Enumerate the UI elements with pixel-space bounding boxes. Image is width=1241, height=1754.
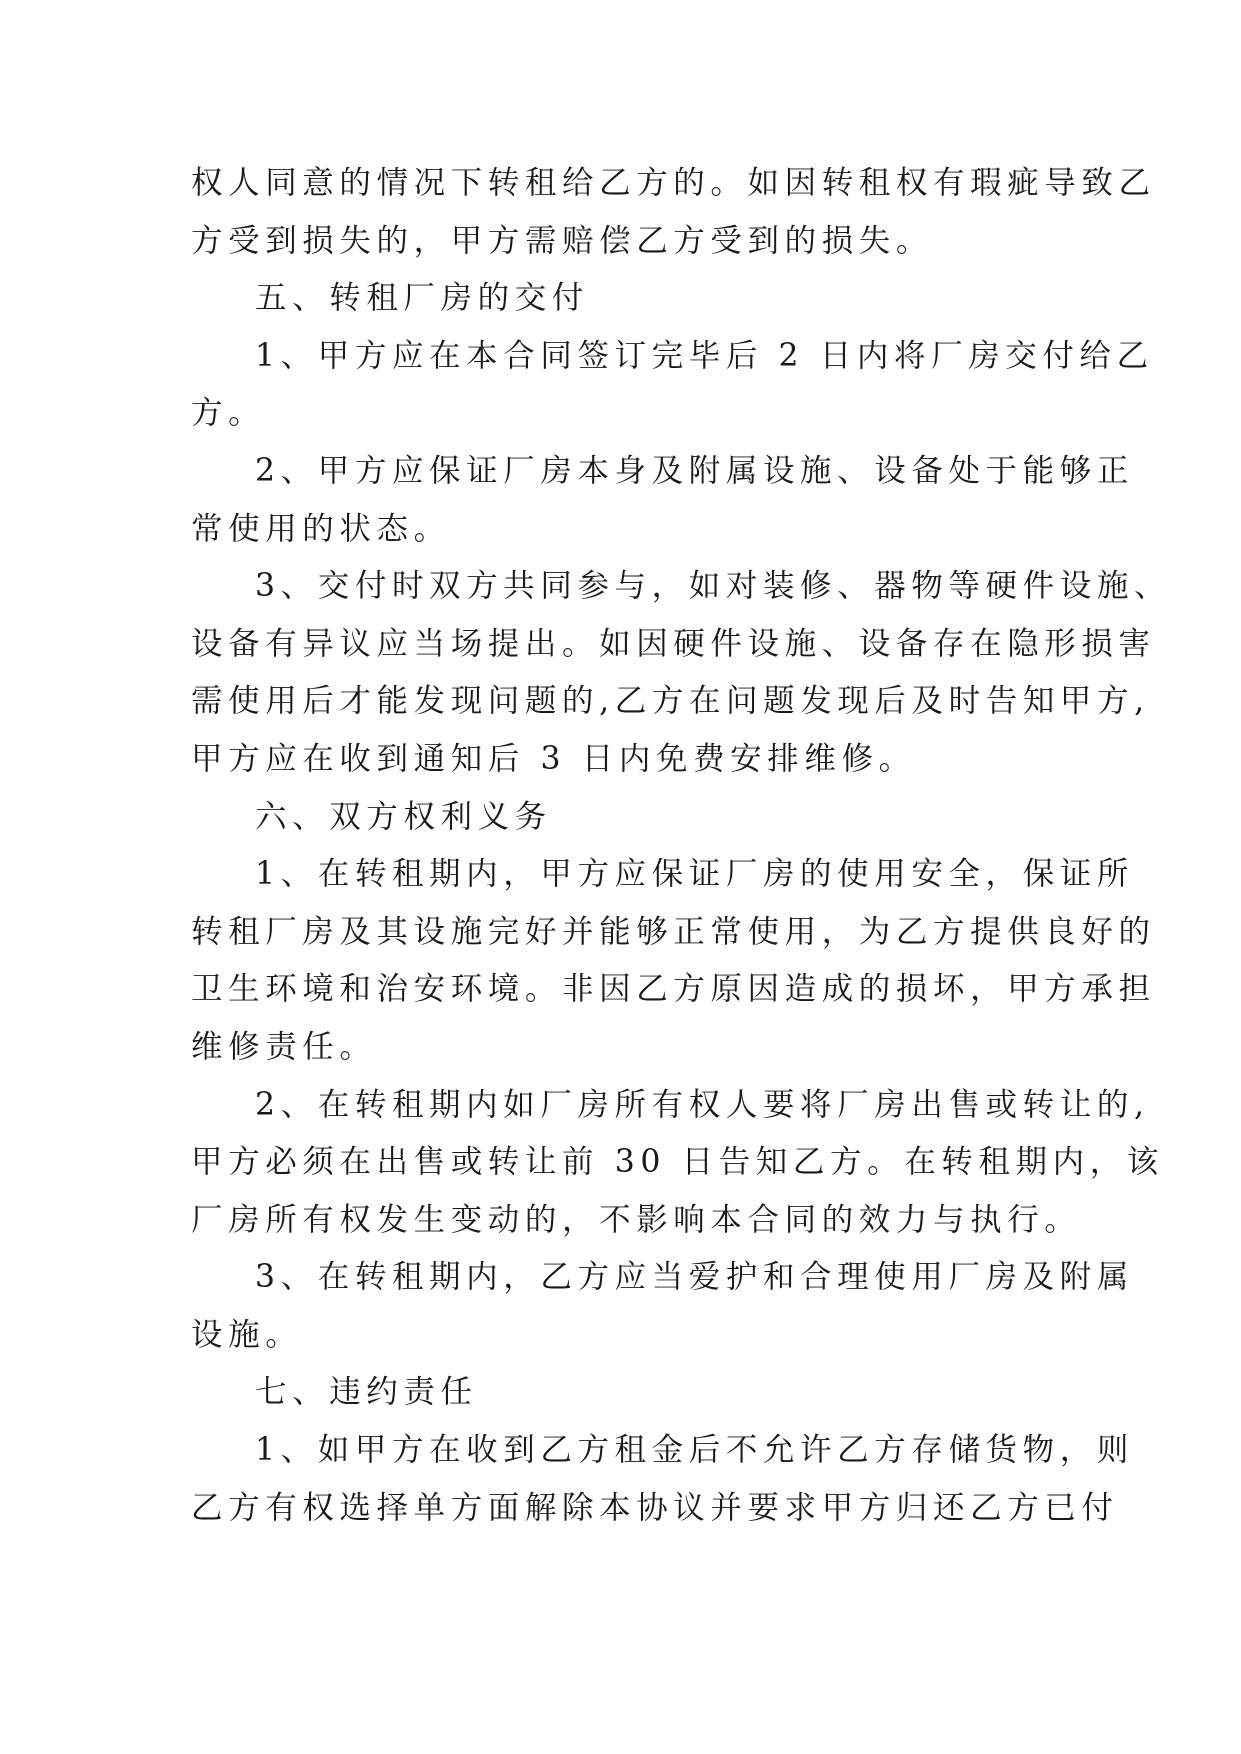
paragraph-line: 设施。: [191, 1316, 303, 1353]
section-heading: 五、转租厂房的交付: [255, 280, 589, 317]
paragraph-line: 需使用后才能发现问题的,乙方在问题发现后及时告知甲方,: [191, 683, 1150, 720]
paragraph-line: 3、交付时双方共同参与，如对装修、器物等硬件设施、: [255, 568, 1172, 605]
section-heading: 六、双方权利义务: [255, 798, 552, 835]
paragraph-line: 2、在转租期内如厂房所有权人要将厂房出售或转让的,: [255, 1086, 1150, 1123]
paragraph-line: 设备有异议应当场提出。如因硬件设施、设备存在隐形损害: [191, 625, 1156, 662]
paragraph-line: 权人同意的情况下转租给乙方的。如因转租权有瑕疵导致乙: [191, 165, 1156, 201]
paragraph-line: 1、甲方应在本合同签订完毕后 2 日内将厂房交付给乙: [255, 337, 1154, 374]
document-body: [191, 155, 1172, 1537]
paragraph-line: 方受到损失的，甲方需赔偿乙方受到的损失。: [191, 222, 934, 259]
paragraph-line: 2、甲方应保证厂房本身及附属设施、设备处于能够正: [255, 452, 1134, 489]
paragraph-line: 甲方必须在出售或转让前 30 日告知乙方。在转租期内，该: [191, 1144, 1164, 1181]
paragraph-line: 1、在转租期内，甲方应保证厂房的使用安全，保证所: [255, 856, 1134, 893]
paragraph-line: 常使用的状态。: [191, 510, 451, 547]
paragraph-line: 乙方有权选择单方面解除本协议并要求甲方归还乙方已付: [191, 1489, 1119, 1526]
section-heading: 七、违约责任: [255, 1374, 478, 1411]
paragraph-line: 卫生环境和治安环境。非因乙方原因造成的损坏，甲方承担: [191, 971, 1156, 1008]
paragraph-line: 维修责任。: [191, 1028, 377, 1065]
paragraph-line: 1、如甲方在收到乙方租金后不允许乙方存储货物，则: [255, 1432, 1134, 1469]
paragraph-line: 甲方应在收到通知后 3 日内免费安排维修。: [191, 740, 916, 777]
paragraph-line: 转租厂房及其设施完好并能够正常使用，为乙方提供良好的: [191, 913, 1156, 950]
paragraph-line: 厂房所有权发生变动的，不影响本合同的效力与执行。: [191, 1201, 1082, 1238]
paragraph-line: 3、在转租期内，乙方应当爱护和合理使用厂房及附属: [255, 1259, 1134, 1296]
paragraph-line: 方。: [191, 395, 266, 432]
